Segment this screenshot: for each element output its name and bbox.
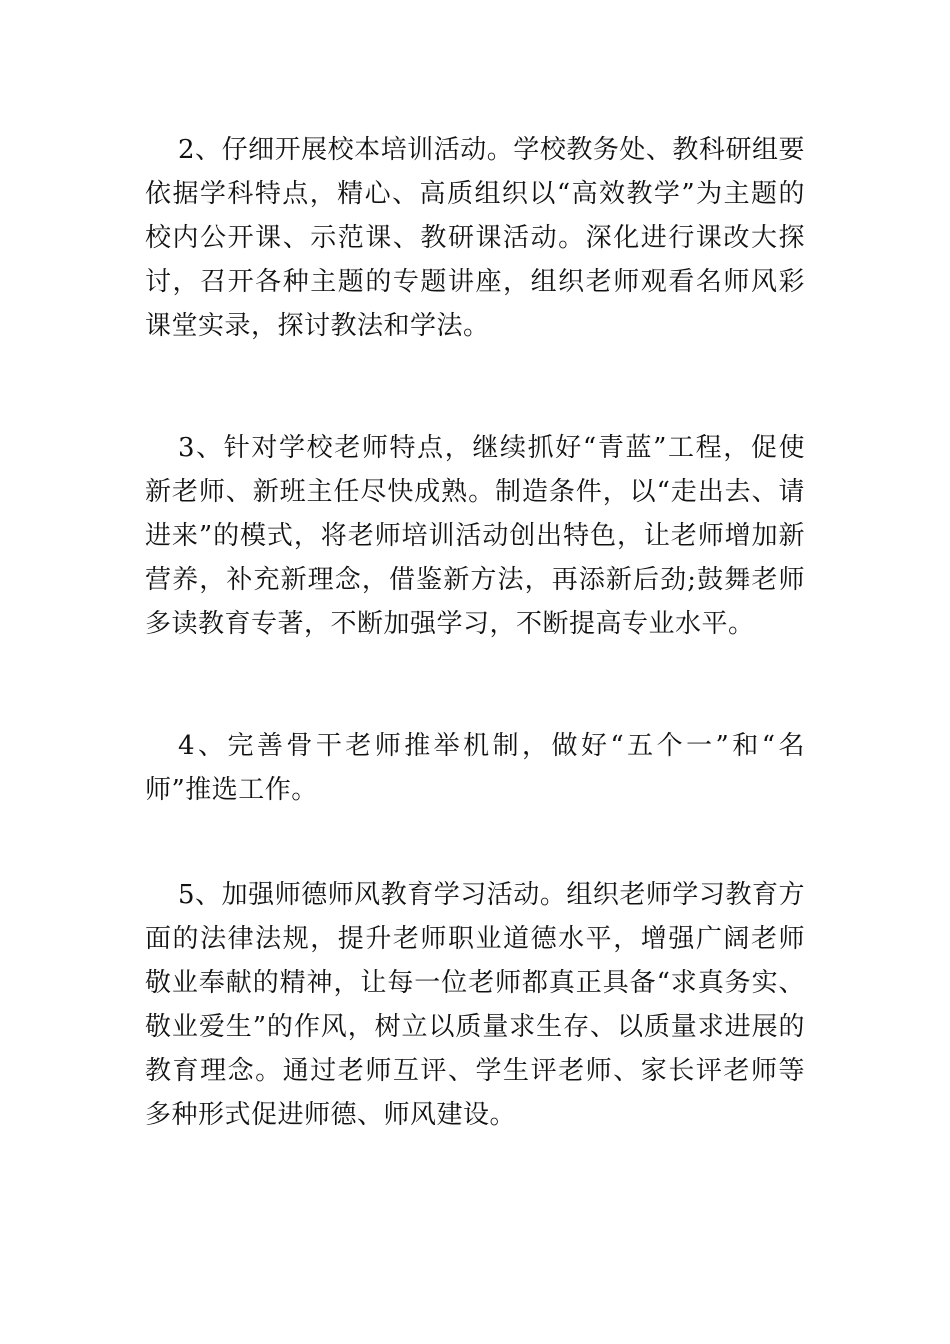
paragraph-item-4: 4、完善骨干老师推举机制，做好“五个一”和“名师”推选工作。 (145, 731, 805, 805)
paragraph-item-3: 3、针对学校老师特点，继续抓好“青蓝”工程，促使新老师、新班主任尽快成熟。制造条件，以“走出去、请进来”的模式，将老师培训活动创出特色，让老师增加新营养，补充新理念，借鉴新方法，再添新后劲;鼓舞老师多读教育专著，不断加强学习，不断提高专业水平。 (145, 433, 805, 639)
paragraph-item-2: 2、仔细开展校本培训活动。学校教务处、教科研组要依据学科特点，精心、高质组织以“高效教学”为主题的校内公开课、示范课、教研课活动。深化进行课改大探讨，召开各种主题的专题讲座，组织老师观看名师风彩课堂实录，探讨教法和学法。 (145, 135, 805, 341)
paragraph-item-5: 5、加强师德师风教育学习活动。组织老师学习教育方面的法律法规，提升老师职业道德水平，增强广阔老师敬业奉献的精神，让每一位老师都真正具备“求真务实、敬业爱生”的作风，树立以质量求生存、以质量求进展的教育理念。通过老师互评、学生评老师、家长评老师等多种形式促进师德、师风建设。 (145, 880, 805, 1130)
